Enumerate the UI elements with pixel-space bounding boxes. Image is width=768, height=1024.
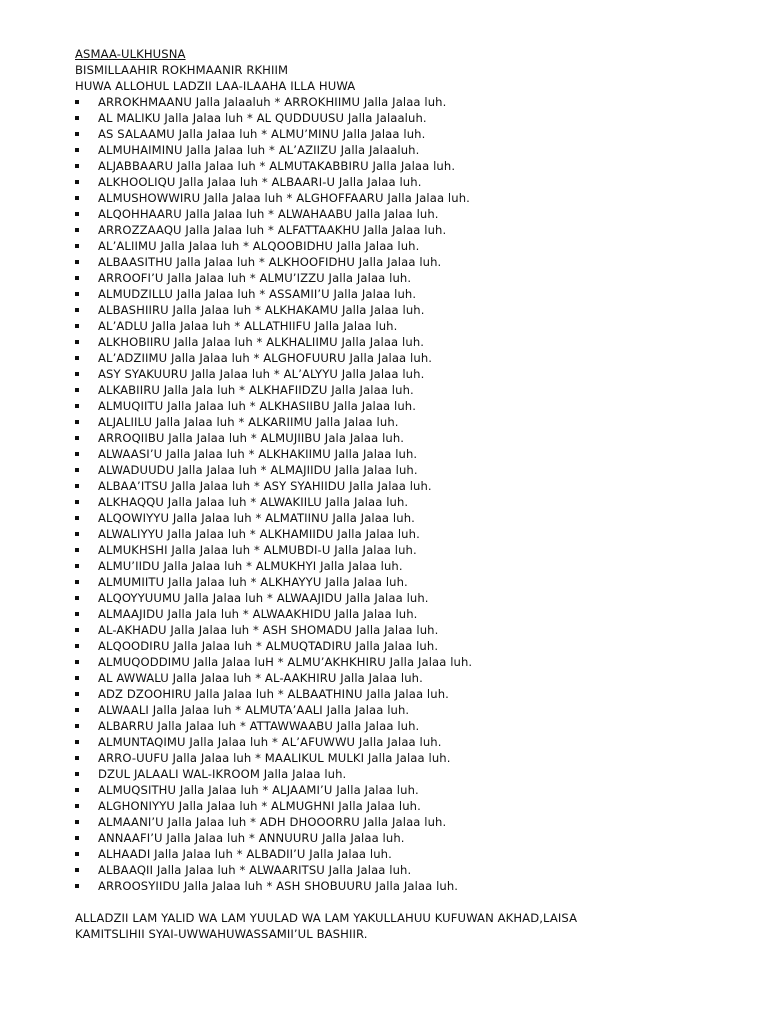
list-item-text: ALMU’IIDU Jalla Jalaa luh * ALMUKHYI Jalla Jalaa luh.: [98, 559, 403, 573]
list-item-text: ALMUQIITU Jalla Jalaa luh * ALKHASIIBU Jalla Jalaa luh.: [98, 399, 417, 413]
bullet-square-icon: [75, 548, 79, 552]
list-item-text: ALWALIYYU Jalla Jalaa luh * ALKHAMIIDU Jalla Jalaa luh.: [98, 527, 420, 541]
list-item: [75, 542, 715, 558]
list-item-text: ARROQIIBU Jalla Jalaa luh * ALMUJIIBU Jala Jalaa luh.: [98, 431, 405, 445]
list-item: [75, 286, 715, 302]
list-item-text: ARROZZAAQU Jalla Jalaa luh * ALFATTAAKHU Jalla Jalaa luh.: [98, 223, 447, 237]
bullet-square-icon: [75, 740, 79, 744]
list-item-text: ALMUSHOWWIRU Jalla Jalaa luh * ALGHOFFAARU Jalla Jalaa luh.: [98, 191, 470, 205]
list-item-text: ALMUQODDIMU Jalla Jalaa luH * ALMU’AKHKHIRU Jalla Jalaa luh.: [98, 655, 473, 669]
list-item: [75, 398, 715, 414]
list-item-text: AL-AKHADU Jalla Jalaa luh * ASH SHOMADU Jalla Jalaa luh.: [98, 623, 439, 637]
list-item: [75, 318, 715, 334]
list-item-text: ARRO-UUFU Jalla Jalaa luh * MAALIKUL MULKI Jalla Jalaa luh.: [98, 751, 451, 765]
bullet-square-icon: [75, 116, 79, 120]
bullet-square-icon: [75, 500, 79, 504]
bullet-square-icon: [75, 356, 79, 360]
list-item-text: AL MALIKU Jalla Jalaa luh * AL QUDDUUSU Jalla Jalaaluh.: [98, 111, 427, 125]
bullet-square-icon: [75, 260, 79, 264]
list-item: [75, 94, 715, 110]
bullet-square-icon: [75, 868, 79, 872]
bullet-square-icon: [75, 788, 79, 792]
list-item-text: ALWADUUDU Jalla Jalaa luh * ALMAJIIDU Jalla Jalaa luh.: [98, 463, 418, 477]
bullet-square-icon: [75, 772, 79, 776]
list-item-text: ALMUKHSHI Jalla Jalaa luh * ALMUBDI-U Jalla Jalaa luh.: [98, 543, 417, 557]
list-item-text: ALKABIIRU Jalla Jala luh * ALKHAFIIDZU Jalla Jalaa luh.: [98, 383, 414, 397]
list-item-text: ALQOYYUUMU Jalla Jalaa luh * ALWAAJIDU Jalla Jalaa luh.: [98, 591, 429, 605]
list-item-text: ALQOHHAARU Jalla Jalaa luh * ALWAHAABU Jalla Jalaa luh.: [98, 207, 439, 221]
bullet-square-icon: [75, 244, 79, 248]
bullet-square-icon: [75, 132, 79, 136]
list-item-text: ADZ DZOOHIRU Jalla Jalaa luh * ALBAATHINU Jalla Jalaa luh.: [98, 687, 449, 701]
bullet-square-icon: [75, 180, 79, 184]
closing-paragraph: [75, 910, 675, 942]
list-item-text: AS SALAAMU Jalla Jalaa luh * ALMU’MINU Jalla Jalaa luh.: [98, 127, 426, 141]
list-item: [75, 270, 715, 286]
list-item-text: ALKHAQQU Jalla Jalaa luh * ALWAKIILU Jalla Jalaa luh.: [98, 495, 409, 509]
list-item-text: ALGHONIYYU Jalla Jalaa luh * ALMUGHNI Jalla Jalaa luh.: [98, 799, 421, 813]
bullet-square-icon: [75, 820, 79, 824]
list-item: [75, 350, 715, 366]
list-item: [75, 382, 715, 398]
list-item: [75, 510, 715, 526]
bullet-square-icon: [75, 724, 79, 728]
list-item: [75, 638, 715, 654]
list-item-text: ALMAANI’U Jalla Jalaa luh * ADH DHOOORRU Jalla Jalaa luh.: [98, 815, 447, 829]
list-item: [75, 862, 715, 878]
list-item-text: AL AWWALU Jalla Jalaa luh * AL-AAKHIRU Jalla Jalaa luh.: [98, 671, 423, 685]
list-item-text: DZUL JALAALI WAL-IKROOM Jalla Jalaa luh.: [98, 767, 347, 781]
list-item: [75, 558, 715, 574]
list-item: [75, 334, 715, 350]
bullet-square-icon: [75, 564, 79, 568]
bullet-square-icon: [75, 340, 79, 344]
list-item-text: ALWAASI’U Jalla Jalaa luh * ALKHAKIIMU Jalla Jalaa luh.: [98, 447, 418, 461]
list-item-text: ALJABBAARU Jalla Jalaa luh * ALMUTAKABBIRU Jalla Jalaa luh.: [98, 159, 456, 173]
list-item-text: ALMUMIITU Jalla Jalaa luh * ALKHAYYU Jalla Jalaa luh.: [98, 575, 408, 589]
bullet-square-icon: [75, 852, 79, 856]
list-item-text: ALMAAJIDU Jalla Jala luh * ALWAAKHIDU Jalla Jalaa luh.: [98, 607, 418, 621]
list-item: [75, 798, 715, 814]
list-item: [75, 702, 715, 718]
bullet-square-icon: [75, 212, 79, 216]
list-item: [75, 654, 715, 670]
list-item-text: ALBAASITHU Jalla Jalaa luh * ALKHOOFIDHU Jalla Jalaa luh.: [98, 255, 442, 269]
list-item: [75, 670, 715, 686]
bullet-square-icon: [75, 756, 79, 760]
bullet-square-icon: [75, 372, 79, 376]
bullet-square-icon: [75, 196, 79, 200]
list-item: [75, 750, 715, 766]
list-item-text: ARROOFI’U Jalla Jalaa luh * ALMU’IZZU Jalla Jalaa luh.: [98, 271, 412, 285]
bullet-square-icon: [75, 292, 79, 296]
bullet-square-icon: [75, 836, 79, 840]
bullet-square-icon: [75, 452, 79, 456]
bullet-square-icon: [75, 436, 79, 440]
list-item-text: ARROOSYIIDU Jalla Jalaa luh * ASH SHOBUURU Jalla Jalaa luh.: [98, 879, 459, 893]
list-item: [75, 366, 715, 382]
list-item: [75, 622, 715, 638]
bullet-square-icon: [75, 884, 79, 888]
bullet-square-icon: [75, 100, 79, 104]
list-item-text: ALHAADI Jalla Jalaa luh * ALBADII’U Jalla Jalaa luh.: [98, 847, 392, 861]
list-item: [75, 574, 715, 590]
bullet-square-icon: [75, 660, 79, 664]
list-item: [75, 734, 715, 750]
bullet-square-icon: [75, 404, 79, 408]
bullet-square-icon: [75, 532, 79, 536]
closing-line: ALLADZII LAM YALID WA LAM YUULAD WA LAM YAKULLAHUU KUFUWAN AKHAD,LAISA: [75, 911, 578, 925]
list-item: [75, 174, 715, 190]
bullet-square-icon: [75, 580, 79, 584]
list-item: [75, 462, 715, 478]
names-list: [75, 94, 715, 894]
list-item-text: ARROKHMAANU Jalla Jalaaluh * ARROKHIIMU Jalla Jalaa luh.: [98, 95, 447, 109]
bullet-square-icon: [75, 148, 79, 152]
list-item-text: ALMUNTAQIMU Jalla Jalaa luh * AL’AFUWWU Jalla Jalaa luh.: [98, 735, 442, 749]
list-item-text: AL’ADZIIMU Jalla Jalaa luh * ALGHOFUURU Jalla Jalaa luh.: [98, 351, 433, 365]
bullet-square-icon: [75, 228, 79, 232]
closing-line: KAMITSLIHII SYAI-UWWAHUWASSAMII’UL BASHIIR.: [75, 927, 368, 941]
list-item-text: ALBASHIIRU Jalla Jalaa luh * ALKHAKAMU Jalla Jalaa luh.: [98, 303, 425, 317]
bullet-square-icon: [75, 164, 79, 168]
list-item-text: ALMUDZILLU Jalla Jalaa luh * ASSAMII’U Jalla Jalaa luh.: [98, 287, 417, 301]
list-item-text: ALMUQSITHU Jalla Jalaa luh * ALJAAMI’U Jalla Jalaa luh.: [98, 783, 419, 797]
list-item-text: ALBAA’ITSU Jalla Jalaa luh * ASY SYAHIIDU Jalla Jalaa luh.: [98, 479, 432, 493]
list-item-text: ANNAAFI’U Jalla Jalaa luh * ANNUURU Jalla Jalaa luh.: [98, 831, 405, 845]
list-item-text: ALKHOOLIQU Jalla Jalaa luh * ALBAARI-U Jalla Jalaa luh.: [98, 175, 422, 189]
list-item: [75, 430, 715, 446]
bullet-square-icon: [75, 324, 79, 328]
document-title: ASMAA-ULKHUSNA: [75, 47, 186, 61]
list-item: [75, 606, 715, 622]
list-item: [75, 766, 715, 782]
list-item-text: ALBARRU Jalla Jalaa luh * ATTAWWAABU Jalla Jalaa luh.: [98, 719, 420, 733]
list-item-text: ALMUHAIMINU Jalla Jalaa luh * AL’AZIIZU Jalla Jalaaluh.: [98, 143, 420, 157]
bullet-square-icon: [75, 468, 79, 472]
list-item-text: AL’ADLU Jalla Jalaa luh * ALLATHIIFU Jalla Jalaa luh.: [98, 319, 398, 333]
list-item: [75, 718, 715, 734]
bullet-square-icon: [75, 612, 79, 616]
list-item: [75, 590, 715, 606]
list-item: [75, 494, 715, 510]
list-item: [75, 222, 715, 238]
bullet-square-icon: [75, 676, 79, 680]
list-item-text: ALWAALI Jalla Jalaa luh * ALMUTA’AALI Jalla Jalaa luh.: [98, 703, 410, 717]
list-item: [75, 478, 715, 494]
bullet-square-icon: [75, 308, 79, 312]
list-item: [75, 190, 715, 206]
bullet-square-icon: [75, 644, 79, 648]
list-item-text: AL’ALIIMU Jalla Jalaa luh * ALQOOBIDHU Jalla Jalaa luh.: [98, 239, 420, 253]
list-item: [75, 782, 715, 798]
bullet-square-icon: [75, 484, 79, 488]
list-item: [75, 110, 715, 126]
list-item: [75, 686, 715, 702]
list-item: [75, 302, 715, 318]
bullet-square-icon: [75, 596, 79, 600]
bullet-square-icon: [75, 804, 79, 808]
list-item-text: ALKHOBIIRU Jalla Jalaa luh * ALKHALIIMU Jalla Jalaa luh.: [98, 335, 425, 349]
list-item: [75, 238, 715, 254]
list-item: [75, 830, 715, 846]
bullet-square-icon: [75, 388, 79, 392]
header-line-basmala: BISMILLAAHIR ROKHMAANIR RKHIIM: [75, 63, 289, 77]
bullet-square-icon: [75, 692, 79, 696]
list-item: [75, 206, 715, 222]
list-item: [75, 846, 715, 862]
list-item: [75, 526, 715, 542]
bullet-square-icon: [75, 420, 79, 424]
bullet-square-icon: [75, 276, 79, 280]
list-item: [75, 126, 715, 142]
bullet-square-icon: [75, 708, 79, 712]
list-item: [75, 814, 715, 830]
list-item-text: ALJALIILU Jalla Jalaa luh * ALKARIIMU Jalla Jalaa luh.: [98, 415, 399, 429]
bullet-square-icon: [75, 628, 79, 632]
document-body: [75, 46, 715, 942]
list-item: [75, 158, 715, 174]
list-item-text: ALBAAQII Jalla Jalaa luh * ALWAARITSU Jalla Jalaa luh.: [98, 863, 412, 877]
list-item-text: ALQOODIRU Jalla Jalaa luh * ALMUQTADIRU Jalla Jalaa luh.: [98, 639, 439, 653]
list-item: [75, 254, 715, 270]
list-item: [75, 878, 715, 894]
bullet-square-icon: [75, 516, 79, 520]
header-line-tahlil: HUWA ALLOHUL LADZII LAA-ILAAHA ILLA HUWA: [75, 79, 356, 93]
list-item: [75, 414, 715, 430]
list-item: [75, 446, 715, 462]
list-item-text: ASY SYAKUURU Jalla Jalaa luh * AL’ALYYU Jalla Jalaa luh.: [98, 367, 425, 381]
list-item-text: ALQOWIYYU Jalla Jalaa luh * ALMATIINU Jalla Jalaa luh.: [98, 511, 415, 525]
list-item: [75, 142, 715, 158]
